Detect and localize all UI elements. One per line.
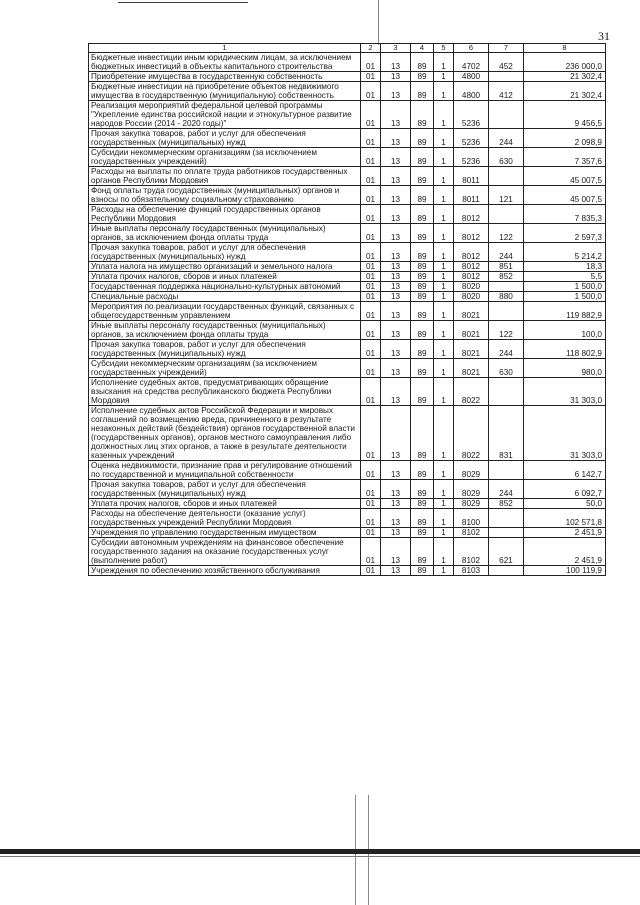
direction-code-cell: 8100 <box>454 509 489 528</box>
table-row <box>89 480 606 499</box>
table-row <box>89 272 606 282</box>
program-code-cell: 89 <box>411 509 434 528</box>
expense-type-cell <box>489 378 524 406</box>
section-code-cell: 01 <box>361 224 381 243</box>
column-header: 6 <box>454 44 489 53</box>
subsection-code-cell: 13 <box>381 72 411 82</box>
amount-cell: 5 214,2 <box>524 243 606 262</box>
section-code-cell: 01 <box>361 101 381 129</box>
section-code-cell: 01 <box>361 205 381 224</box>
item-name-cell: Специальные расходы <box>89 292 361 302</box>
direction-code-cell: 5236 <box>454 129 489 148</box>
table-row <box>89 461 606 480</box>
item-name-cell: Учреждения по управлению государственным имуществом <box>89 528 361 538</box>
subprogram-code-cell: 1 <box>434 321 454 340</box>
table-row <box>89 148 606 167</box>
subprogram-code-cell: 1 <box>434 72 454 82</box>
section-code-cell: 01 <box>361 566 381 576</box>
item-name-cell: Уплата прочих налогов, сборов и иных платежей <box>89 272 361 282</box>
amount-cell: 236 000,0 <box>524 53 606 72</box>
page-number: 31 <box>598 29 610 43</box>
program-code-cell: 89 <box>411 224 434 243</box>
direction-code-cell: 8021 <box>454 302 489 321</box>
subprogram-code-cell: 1 <box>434 82 454 101</box>
expense-type-cell: 880 <box>489 292 524 302</box>
table-body <box>89 53 606 576</box>
amount-cell: 1 500,0 <box>524 292 606 302</box>
direction-code-cell: 5236 <box>454 101 489 129</box>
subprogram-code-cell: 1 <box>434 272 454 282</box>
subprogram-code-cell: 1 <box>434 302 454 321</box>
scan-line <box>378 0 379 45</box>
subprogram-code-cell: 1 <box>434 167 454 186</box>
subsection-code-cell: 13 <box>381 272 411 282</box>
program-code-cell: 89 <box>411 480 434 499</box>
direction-code-cell: 8102 <box>454 538 489 566</box>
table-row <box>89 129 606 148</box>
expense-type-cell <box>489 566 524 576</box>
top-rule <box>118 2 248 3</box>
amount-cell: 7 357,6 <box>524 148 606 167</box>
item-name-cell: Прочая закупка товаров, работ и услуг для обеспечения государственных (муниципальных) нужд <box>89 243 361 262</box>
item-name-cell: Субсидии некоммерческим организациям (за исключением государственных учреждений) <box>89 148 361 167</box>
expense-type-cell <box>489 101 524 129</box>
table-row <box>89 224 606 243</box>
amount-cell: 100,0 <box>524 321 606 340</box>
amount-cell: 6 092,7 <box>524 480 606 499</box>
program-code-cell: 89 <box>411 292 434 302</box>
subprogram-code-cell: 1 <box>434 148 454 167</box>
subprogram-code-cell: 1 <box>434 509 454 528</box>
amount-cell: 31 303,0 <box>524 378 606 406</box>
subsection-code-cell: 13 <box>381 282 411 292</box>
table-row <box>89 72 606 82</box>
subprogram-code-cell: 1 <box>434 282 454 292</box>
section-code-cell: 01 <box>361 53 381 72</box>
item-name-cell: Бюджетные инвестиции иным юридическим лицам, за исключением бюджетных инвестиций в объекты капитального строительства <box>89 53 361 72</box>
expense-type-cell: 851 <box>489 262 524 272</box>
table-row <box>89 205 606 224</box>
amount-cell: 2 597,3 <box>524 224 606 243</box>
direction-code-cell: 8021 <box>454 359 489 378</box>
section-code-cell: 01 <box>361 359 381 378</box>
subprogram-code-cell: 1 <box>434 186 454 205</box>
amount-cell: 2 451,9 <box>524 528 606 538</box>
item-name-cell: Мероприятия по реализации государственных функций, связанных с общегосударственным управлением <box>89 302 361 321</box>
table-row <box>89 340 606 359</box>
program-code-cell: 89 <box>411 359 434 378</box>
amount-cell: 31 303,0 <box>524 406 606 461</box>
expense-type-cell: 122 <box>489 321 524 340</box>
direction-code-cell: 8029 <box>454 480 489 499</box>
section-code-cell: 01 <box>361 82 381 101</box>
section-code-cell: 01 <box>361 272 381 282</box>
item-name-cell: Прочая закупка товаров, работ и услуг для обеспечения государственных (муниципальных) нужд <box>89 129 361 148</box>
direction-code-cell: 8012 <box>454 205 489 224</box>
subsection-code-cell: 13 <box>381 499 411 509</box>
direction-code-cell: 8012 <box>454 262 489 272</box>
item-name-cell: Оценка недвижимости, признание прав и регулирование отношений по государственной и муниципальной собственности <box>89 461 361 480</box>
item-name-cell: Субсидии автономным учреждениям на финансовое обеспечение государственного задания на оказание государственных услуг (выполнение работ) <box>89 538 361 566</box>
section-code-cell: 01 <box>361 461 381 480</box>
column-header: 7 <box>489 44 524 53</box>
subprogram-code-cell: 1 <box>434 205 454 224</box>
direction-code-cell: 8029 <box>454 499 489 509</box>
subprogram-code-cell: 1 <box>434 262 454 272</box>
expense-type-cell <box>489 205 524 224</box>
table-row <box>89 262 606 272</box>
subsection-code-cell: 13 <box>381 82 411 101</box>
table-header-row <box>89 44 606 53</box>
item-name-cell: Расходы на обеспечение функций государственных органов Республики Мордовия <box>89 205 361 224</box>
amount-cell: 5,5 <box>524 272 606 282</box>
column-header: 2 <box>361 44 381 53</box>
expense-type-cell <box>489 302 524 321</box>
item-name-cell: Бюджетные инвестиции на приобретение объектов недвижимого имущества в государственную (муниципальную) собственность <box>89 82 361 101</box>
direction-code-cell: 8012 <box>454 243 489 262</box>
subsection-code-cell: 13 <box>381 302 411 321</box>
item-name-cell: Исполнение судебных актов, предусматривающих обращение взыскания на средства республиканского бюджета Республики Мордовия <box>89 378 361 406</box>
item-name-cell: Учреждения по обеспечению хозяйственного обслуживания <box>89 566 361 576</box>
program-code-cell: 89 <box>411 528 434 538</box>
section-code-cell: 01 <box>361 528 381 538</box>
expense-type-cell <box>489 72 524 82</box>
expense-type-cell: 244 <box>489 129 524 148</box>
expense-type-cell: 452 <box>489 53 524 72</box>
subsection-code-cell: 13 <box>381 406 411 461</box>
program-code-cell: 89 <box>411 282 434 292</box>
column-header: 8 <box>524 44 606 53</box>
subsection-code-cell: 13 <box>381 340 411 359</box>
direction-code-cell: 8020 <box>454 282 489 292</box>
subprogram-code-cell: 1 <box>434 292 454 302</box>
section-code-cell: 01 <box>361 321 381 340</box>
subprogram-code-cell: 1 <box>434 101 454 129</box>
subsection-code-cell: 13 <box>381 566 411 576</box>
amount-cell: 7 835,3 <box>524 205 606 224</box>
subprogram-code-cell: 1 <box>434 480 454 499</box>
direction-code-cell: 8012 <box>454 224 489 243</box>
subsection-code-cell: 13 <box>381 148 411 167</box>
direction-code-cell: 8102 <box>454 528 489 538</box>
direction-code-cell: 8011 <box>454 167 489 186</box>
expense-type-cell: 244 <box>489 480 524 499</box>
table-row <box>89 509 606 528</box>
table-row <box>89 101 606 129</box>
program-code-cell: 89 <box>411 129 434 148</box>
table-row <box>89 528 606 538</box>
table-row <box>89 186 606 205</box>
program-code-cell: 89 <box>411 82 434 101</box>
subsection-code-cell: 13 <box>381 292 411 302</box>
subsection-code-cell: 13 <box>381 509 411 528</box>
table-row <box>89 282 606 292</box>
direction-code-cell: 8021 <box>454 321 489 340</box>
section-code-cell: 01 <box>361 282 381 292</box>
program-code-cell: 89 <box>411 205 434 224</box>
subsection-code-cell: 13 <box>381 129 411 148</box>
program-code-cell: 89 <box>411 461 434 480</box>
program-code-cell: 89 <box>411 340 434 359</box>
item-name-cell: Государственная поддержка национально-культурных автономий <box>89 282 361 292</box>
direction-code-cell: 8020 <box>454 292 489 302</box>
program-code-cell: 89 <box>411 566 434 576</box>
section-code-cell: 01 <box>361 480 381 499</box>
expense-type-cell: 121 <box>489 186 524 205</box>
program-code-cell: 89 <box>411 378 434 406</box>
item-name-cell: Прочая закупка товаров, работ и услуг для обеспечения государственных (муниципальных) нужд <box>89 340 361 359</box>
program-code-cell: 89 <box>411 72 434 82</box>
amount-cell: 2 451,9 <box>524 538 606 566</box>
item-name-cell: Реализация мероприятий федеральной целевой программы "Укрепление единства российской нации и этнокультурное развитие народов России (2014 - 2020 годы)" <box>89 101 361 129</box>
column-header: 5 <box>434 44 454 53</box>
subprogram-code-cell: 1 <box>434 129 454 148</box>
section-code-cell: 01 <box>361 406 381 461</box>
program-code-cell: 89 <box>411 321 434 340</box>
subprogram-code-cell: 1 <box>434 53 454 72</box>
section-code-cell: 01 <box>361 292 381 302</box>
table-row <box>89 359 606 378</box>
program-code-cell: 89 <box>411 302 434 321</box>
amount-cell: 45 007,5 <box>524 167 606 186</box>
table-row <box>89 53 606 72</box>
expense-type-cell <box>489 528 524 538</box>
section-code-cell: 01 <box>361 378 381 406</box>
bottom-bar <box>0 849 640 854</box>
table-row <box>89 566 606 576</box>
expense-type-cell <box>489 282 524 292</box>
subsection-code-cell: 13 <box>381 101 411 129</box>
program-code-cell: 89 <box>411 53 434 72</box>
direction-code-cell: 4702 <box>454 53 489 72</box>
amount-cell: 118 802,9 <box>524 340 606 359</box>
subsection-code-cell: 13 <box>381 53 411 72</box>
subprogram-code-cell: 1 <box>434 359 454 378</box>
column-header: 3 <box>381 44 411 53</box>
program-code-cell: 89 <box>411 101 434 129</box>
table-row <box>89 538 606 566</box>
subsection-code-cell: 13 <box>381 243 411 262</box>
expense-type-cell <box>489 509 524 528</box>
subprogram-code-cell: 1 <box>434 340 454 359</box>
direction-code-cell: 8029 <box>454 461 489 480</box>
subprogram-code-cell: 1 <box>434 566 454 576</box>
expense-type-cell <box>489 167 524 186</box>
program-code-cell: 89 <box>411 406 434 461</box>
column-header: 1 <box>89 44 361 53</box>
amount-cell: 50,0 <box>524 499 606 509</box>
budget-table <box>88 43 606 576</box>
subsection-code-cell: 13 <box>381 528 411 538</box>
item-name-cell: Фонд оплаты труда государственных (муниципальных) органов и взносы по обязательному социальному страхованию <box>89 186 361 205</box>
program-code-cell: 89 <box>411 186 434 205</box>
program-code-cell: 89 <box>411 499 434 509</box>
table-row <box>89 302 606 321</box>
section-code-cell: 01 <box>361 302 381 321</box>
subsection-code-cell: 13 <box>381 378 411 406</box>
item-name-cell: Иные выплаты персоналу государственных (муниципальных) органов, за исключением фонда оплаты труда <box>89 321 361 340</box>
expense-type-cell: 831 <box>489 406 524 461</box>
program-code-cell: 89 <box>411 148 434 167</box>
amount-cell: 1 500,0 <box>524 282 606 292</box>
amount-cell: 6 142,7 <box>524 461 606 480</box>
table-row <box>89 321 606 340</box>
item-name-cell: Иные выплаты персоналу государственных (муниципальных) органов, за исключением фонда оплаты труда <box>89 224 361 243</box>
section-code-cell: 01 <box>361 129 381 148</box>
subprogram-code-cell: 1 <box>434 528 454 538</box>
program-code-cell: 89 <box>411 262 434 272</box>
expense-type-cell: 244 <box>489 340 524 359</box>
subprogram-code-cell: 1 <box>434 461 454 480</box>
direction-code-cell: 4800 <box>454 82 489 101</box>
item-name-cell: Уплата налога на имущество организаций и земельного налога <box>89 262 361 272</box>
item-name-cell: Расходы на обеспечение деятельности (оказание услуг) государственных учреждений Республики Мордовия <box>89 509 361 528</box>
program-code-cell: 89 <box>411 272 434 282</box>
section-code-cell: 01 <box>361 262 381 272</box>
section-code-cell: 01 <box>361 167 381 186</box>
item-name-cell: Приобретение имущества в государственную собственность <box>89 72 361 82</box>
program-code-cell: 89 <box>411 538 434 566</box>
subsection-code-cell: 13 <box>381 205 411 224</box>
subprogram-code-cell: 1 <box>434 378 454 406</box>
subprogram-code-cell: 1 <box>434 243 454 262</box>
table-row <box>89 82 606 101</box>
column-header: 4 <box>411 44 434 53</box>
subprogram-code-cell: 1 <box>434 224 454 243</box>
direction-code-cell: 8012 <box>454 272 489 282</box>
amount-cell: 45 007,5 <box>524 186 606 205</box>
section-code-cell: 01 <box>361 509 381 528</box>
item-name-cell: Исполнение судебных актов Российской Федерации и мировых соглашений по возмещению вреда, причиненного в результате незаконных действий (бездействия) органов государственной власти (государственных органов), органов местного самоуправления либо должностных лиц этих органов, а также в результате деятельности казенных учреждений <box>89 406 361 461</box>
item-name-cell: Уплата прочих налогов, сборов и иных платежей <box>89 499 361 509</box>
table-row <box>89 499 606 509</box>
item-name-cell: Субсидии некоммерческим организациям (за исключением государственных учреждений) <box>89 359 361 378</box>
amount-cell: 100 119,9 <box>524 566 606 576</box>
expense-type-cell: 122 <box>489 224 524 243</box>
amount-cell: 102 571,8 <box>524 509 606 528</box>
expense-type-cell: 630 <box>489 359 524 378</box>
program-code-cell: 89 <box>411 167 434 186</box>
expense-type-cell: 244 <box>489 243 524 262</box>
section-code-cell: 01 <box>361 186 381 205</box>
table-row <box>89 167 606 186</box>
section-code-cell: 01 <box>361 340 381 359</box>
direction-code-cell: 4800 <box>454 72 489 82</box>
program-code-cell: 89 <box>411 243 434 262</box>
direction-code-cell: 8103 <box>454 566 489 576</box>
section-code-cell: 01 <box>361 538 381 566</box>
subsection-code-cell: 13 <box>381 359 411 378</box>
subprogram-code-cell: 1 <box>434 538 454 566</box>
subsection-code-cell: 13 <box>381 480 411 499</box>
subsection-code-cell: 13 <box>381 538 411 566</box>
direction-code-cell: 8021 <box>454 340 489 359</box>
amount-cell: 119 882,9 <box>524 302 606 321</box>
direction-code-cell: 8011 <box>454 186 489 205</box>
direction-code-cell: 5236 <box>454 148 489 167</box>
amount-cell: 21 302,4 <box>524 82 606 101</box>
subprogram-code-cell: 1 <box>434 406 454 461</box>
table-row <box>89 406 606 461</box>
amount-cell: 18,3 <box>524 262 606 272</box>
subprogram-code-cell: 1 <box>434 499 454 509</box>
item-name-cell: Прочая закупка товаров, работ и услуг для обеспечения государственных (муниципальных) нужд <box>89 480 361 499</box>
amount-cell: 2 098,9 <box>524 129 606 148</box>
direction-code-cell: 8022 <box>454 378 489 406</box>
amount-cell: 9 456,5 <box>524 101 606 129</box>
section-code-cell: 01 <box>361 243 381 262</box>
direction-code-cell: 8022 <box>454 406 489 461</box>
expense-type-cell: 630 <box>489 148 524 167</box>
amount-cell: 21 302,4 <box>524 72 606 82</box>
expense-type-cell: 621 <box>489 538 524 566</box>
item-name-cell: Расходы на выплаты по оплате труда работников государственных органов Республики Мордовия <box>89 167 361 186</box>
table-row <box>89 378 606 406</box>
subsection-code-cell: 13 <box>381 167 411 186</box>
expense-type-cell: 412 <box>489 82 524 101</box>
table-row <box>89 243 606 262</box>
subsection-code-cell: 13 <box>381 224 411 243</box>
subsection-code-cell: 13 <box>381 321 411 340</box>
section-code-cell: 01 <box>361 148 381 167</box>
bottom-rule <box>0 856 640 857</box>
expense-type-cell: 852 <box>489 499 524 509</box>
amount-cell: 980,0 <box>524 359 606 378</box>
expense-type-cell: 852 <box>489 272 524 282</box>
section-code-cell: 01 <box>361 72 381 82</box>
section-code-cell: 01 <box>361 499 381 509</box>
expense-type-cell <box>489 461 524 480</box>
subsection-code-cell: 13 <box>381 186 411 205</box>
subsection-code-cell: 13 <box>381 262 411 272</box>
table-row <box>89 292 606 302</box>
subsection-code-cell: 13 <box>381 461 411 480</box>
